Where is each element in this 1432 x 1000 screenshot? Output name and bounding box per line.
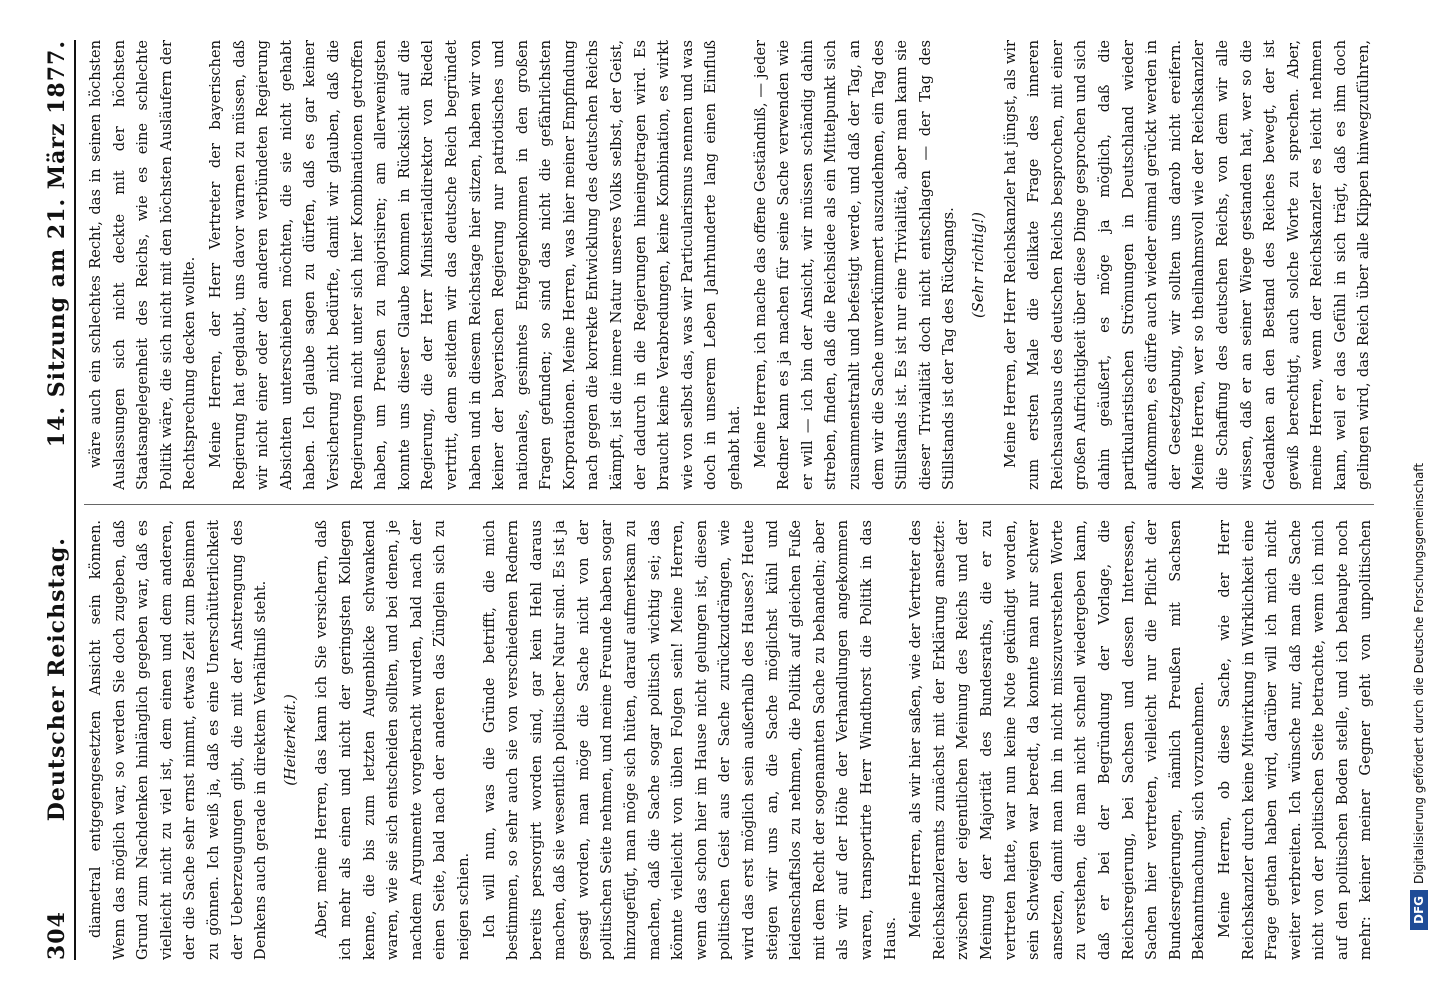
left-remark: (Heiterkeit.) <box>281 694 299 786</box>
right-paragraph: wäre auch ein schlechtes Recht, das in seinen höchsten Auslassungen sich nicht deckte mit der höchsten Staatsangelegenheit des Reichs, wie es eine schlechte Politik wäre, die sich nicht mit den höchsten Ausläufern der Rechtsprechung decken wollte. <box>87 40 199 490</box>
right-paragraph: Meine Herren, der Herr Reichskanzler hat jüngst, als wir zum ersten Male die delikate Frage des inneren Reichsausbaus des deutschen Reichs besprochen, mit einer großen Aufrichtigkeit über diese Dinge gesprochen und sich dahin geäußert, es möge ja möglich, daß die partikularistischen Strömungen in Deutschland wieder aufkommen, es dürfe auch wieder einmal gerückt werden in der Gesetzgebung, wir sollten uns darob nicht ereifern. Meine Herren, wer so theilnahmsvoll wie der Reichskanzler die Schaffung des deutschen Reichs, von dem wir alle wissen, daß er an seiner Wiege gestanden hat, wer so die Gedanken an den Bestand des Reiches bewegt, der ist gewiß berechtigt, auch solche Worte zu sprechen. Aber, meine Herren, wenn der Reichskanzler es leicht nehmen kann, weil er das Gefühl in sich trägt, daß es ihm doch gelingen wird, das Reich über alle Klippen hinwegzuführen, <box>1001 40 1373 490</box>
left-paragraph: Meine Herren, als wir hier saßen, wie der Vertreter des Reichskanzleramts zunächst mit der Erklärung ansetzte: zwischen der eigentlichen Meinung des Reichs und der Meinung der Majorität des Bundesraths, die er zu vertreten hatte, war nun keine Note gekündigt worden, sein Schweigen war beredt, da konnte man nur schwer ansetzen, damit man ihn in nicht misszuverstehen Worte zu verstehen, die man nicht schnell wiedergeben kann, daß er bei der Begründung der Vorlage, die Reichsregierung, bei Sachsen und dessen Interessen, Sachen hier vertreten, vielleicht nur die Pflicht der Bundesregierungen, nämlich Preußen mit Sachsen Bekanntmachung, sich vorzunehmen. <box>907 520 1208 960</box>
right-paragraph: Meine Herren, der Herr Vertreter der bayerischen Regierung hat geglaubt, uns davor warnen zu müssen, daß wir nicht einer oder der anderen verbündeten Regierung Absichten unterschieben möchten, die sie nicht gehabt haben. Ich glaube sagen zu dürfen, daß es gar keiner Versicherung nicht bedürfte, damit wir glauben, daß die Regierungen nicht unter sich hier Kombinationen getroffen haben, um Preußen zu majorisiren; am allerwenigsten konnte uns dieser Glaube kommen in Rücksicht auf die Regierung, die der Herr Ministerialdirektor von Riedel vertritt, denn seitdem wir das deutsche Reich begründet haben und in diesem Reichstage hier sitzen, haben wir von keiner der bayerischen Regierung nur patriotisches und nationales, gesinntes Entgegenkommen in den großen Fragen gefunden; so sind das nicht die gefährlichsten Korporationen. Meine Herren, was hier meiner Empfindung nach gegen die korrekte Entwicklung des deutschen Reichs kämpft, ist die innere Natur unseres Volks selbst, der Geist, der dadurch in die Regierungen hineingetragen wird. Es braucht keine Verabredungen, keine Kombination, es wirkt wie von selbst das, was wir Particularismus nennen und was doch in unserem Leben Jahrhunderte lang einen Einfluß gehabt hat. <box>206 40 744 490</box>
left-paragraph: Meine Herren, ob diese Sache, wie der Herr Reichskanzler durch keine Mitwirkung in Wirklichkeit eine Frage gethan haben wird, darüber will ich mich nicht weiter verbreiten. Ich wünsche nur, daß man die Sache nicht von der politischen Seite betrachte, wenn ich mich auf den politischen Boden stelle, und ich behaupte noch mehr: keiner meiner Gegner geht von unpolitischen <box>1215 520 1374 960</box>
right-column <box>84 40 1374 490</box>
left-paragraph: diametral entgegengesetzten Ansicht sein können. Wenn das möglich war, so werden Sie doch zugeben, daß Grund zum Nachdenken hinlänglich gegeben war, daß es vielleicht nicht zu viel ist, dem einen und dem anderen, der die Sache sehr ernst nimmt, etwas Zeit zum Besinnen zu gönnen. Ich weiß ja, daß es eine Unerschütterlichkeit der Ueberzeugungen gibt, die mit der Anstrengung des Denkens auch gerade in direktem Verhältniß steht. <box>87 520 270 960</box>
dfg-text: Digitalisierung gefördert durch die Deutsche Forschungsgemeinschaft <box>1412 462 1426 884</box>
left-paragraph: Aber, meine Herren, das kann ich Sie versichern, daß ich mehr als einen und nicht der geringsten Kollegen kenne, die bis zum letzten Augenblicke schwankend waren, wie sie sich entscheiden sollten, und bei denen, je nachdem Argumente vorgebracht wurden, bald nach der einen Seite, bald nach der anderen das Zünglein sich zu neigen schien. <box>313 520 472 960</box>
publication-title: Deutscher Reichstag. <box>44 537 70 822</box>
right-paragraph: Meine Herren, ich mache das offene Geständniß, — jeder Redner kann es ja machen für seine Sache verwenden wie er will — ich bin der Ansicht, wir müssen schändig dahin streben, finden, daß die Reichsidee als ein Mittelpunkt sich zusammenstrahlt und befestigt werde, und daß der Tag, an dem wir die Sache unverkümmert auszudehnen, ein Tag des Stillstands ist. Es ist nur eine Trivialität, aber man kann sie dieser Trivialität doch nicht entschlagen — der Tag des Stillstands ist der Tag des Rückgangs. <box>751 40 958 490</box>
left-paragraph: Ich will nun, was die Gründe betrifft, die mich bestimmen, so sehr auch sie von verschiedenen Rednern bereits persorgirt worden sind, gar kein Hehl daraus machen, daß sie wesentlich politischer Natur sind. Es ist ja gesagt worden, man möge die Sache nicht von der politischen Seite nehmen, und meine Freunde haben sogar hinzugefügt, man möge sich hüten, darauf aufmerksam zu machen, daß die Sache sogar politisch wichtig sei; das könnte vielleicht von üblen Folgen sein! Meine Herren, wenn das schon hier im Hause nicht gelungen ist, diesen politischen Geist aus der Sache zurückzudrängen, wie wird das erst möglich sein außerhalb des Hauses? Heute steigen wir uns an, die Sache möglichst kühl und leidenschaftslos zu nehmen, die Politik auf gleichen Fuße mit dem Recht der sogenannten Sache zu behandeln; aber als wir auf der Höhe der Verhandlungen angekommen waren, transportirte Herr Windthorst die Politik in das Haus. <box>480 520 899 960</box>
column-divider <box>84 504 1374 505</box>
session-title: 14. Sitzung am 21. März 1877. <box>44 40 70 448</box>
dfg-logo: DFG <box>1410 890 1428 930</box>
right-remark: (Sehr richtig!) <box>969 212 987 318</box>
dfg-attribution <box>1410 10 1428 930</box>
left-column <box>84 520 1374 960</box>
page-header <box>40 40 76 960</box>
page-number: 304 <box>44 911 70 960</box>
rotated-page <box>40 20 1374 960</box>
